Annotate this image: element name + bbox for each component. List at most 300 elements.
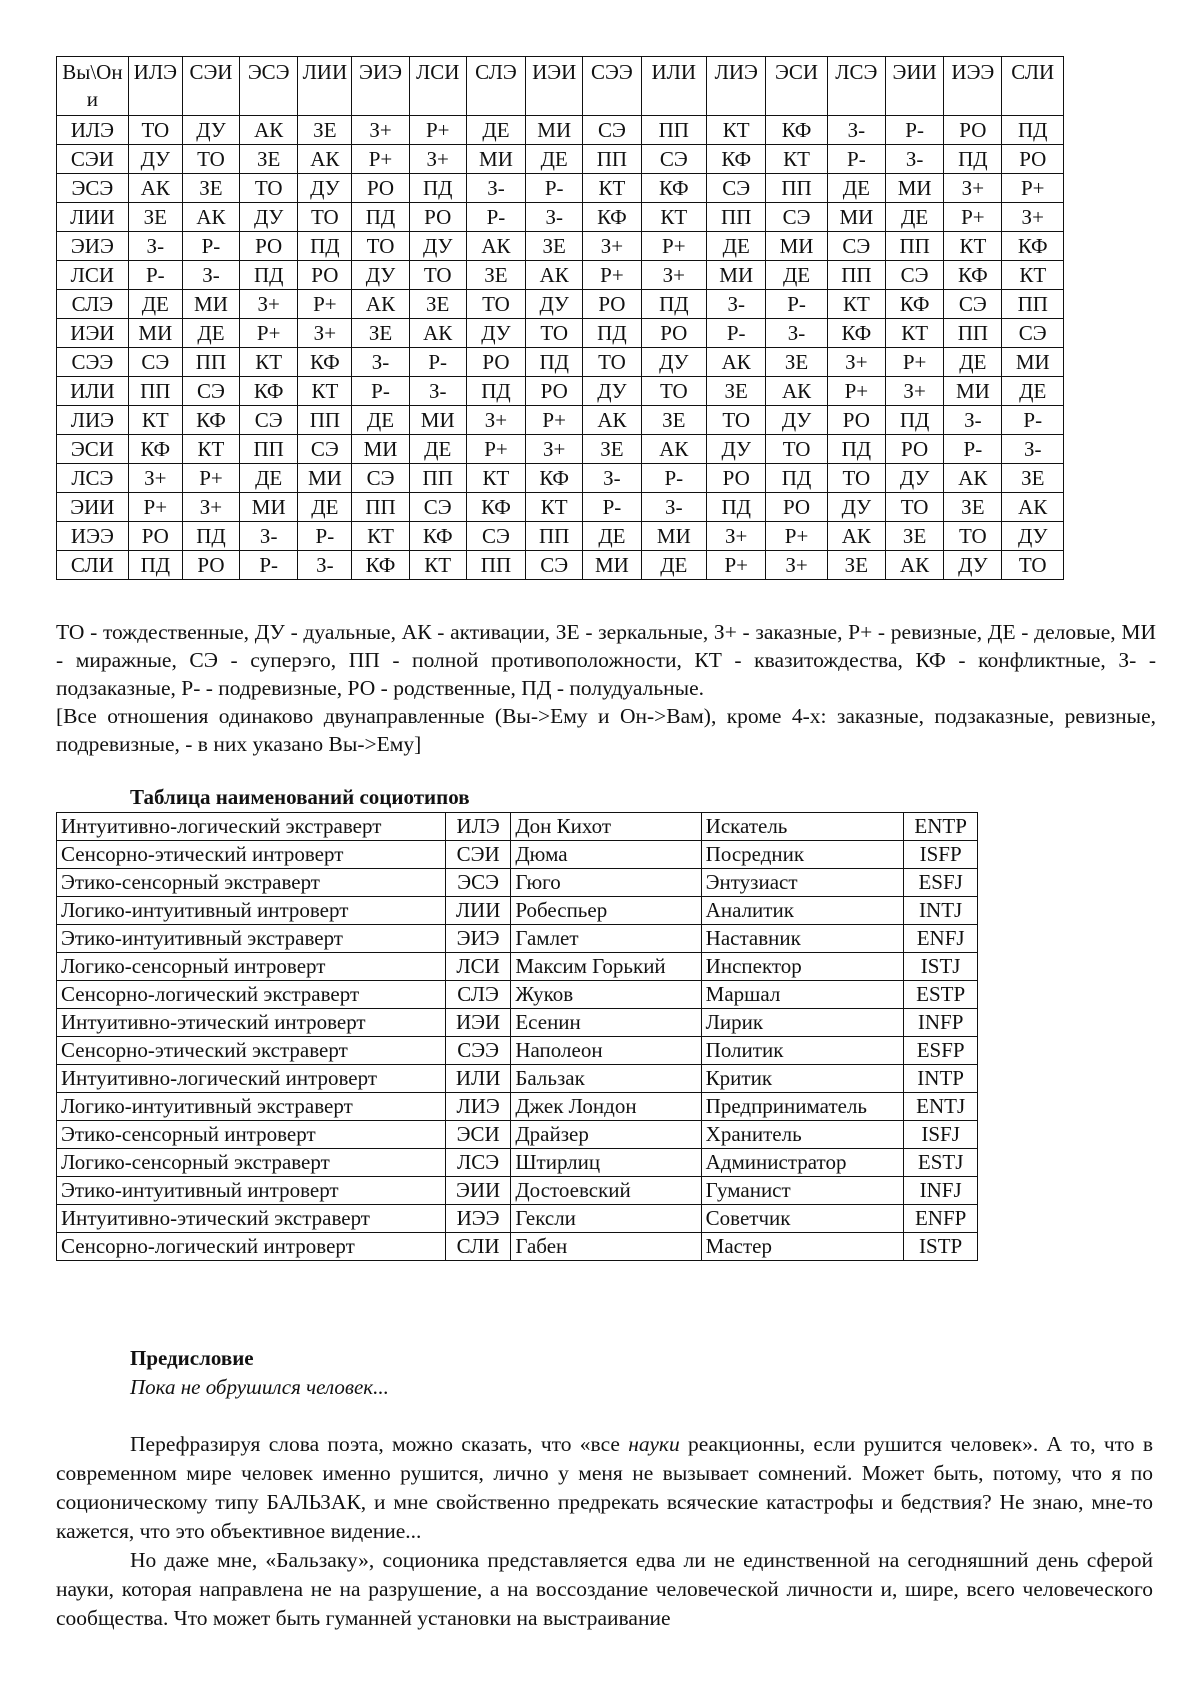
column-header-cell: ЛСИ <box>409 57 466 116</box>
relation-cell: З+ <box>352 116 409 145</box>
role-cell: Искатель <box>701 813 904 841</box>
relation-cell: Р- <box>240 551 298 580</box>
relation-cell: З+ <box>827 348 885 377</box>
relation-cell: ПП <box>641 116 707 145</box>
abbr-cell: ЭИИ <box>445 1177 510 1205</box>
relation-cell: Р- <box>944 435 1002 464</box>
relation-cell: З- <box>766 319 827 348</box>
type-name-cell: Интуитивно-этический интроверт <box>57 1009 446 1037</box>
relation-cell: МИ <box>641 522 707 551</box>
column-header-cell: ИЭИ <box>526 57 583 116</box>
sociotype-row <box>57 981 978 1009</box>
role-cell: Аналитик <box>701 897 904 925</box>
relation-cell: З+ <box>766 551 827 580</box>
type-name-cell: Сенсорно-логический экстраверт <box>57 981 446 1009</box>
relation-cell: МИ <box>583 551 641 580</box>
relation-cell: Р- <box>526 174 583 203</box>
row-header-cell: ЭИЭ <box>57 232 129 261</box>
row-header-cell: ЭСИ <box>57 435 129 464</box>
relation-cell: ПД <box>298 232 352 261</box>
relation-cell: ПД <box>827 435 885 464</box>
relation-cell: ПД <box>128 551 182 580</box>
column-header-cell: СЭЭ <box>583 57 641 116</box>
names-table-title: Таблица наименований социотипов <box>130 785 470 809</box>
type-name-cell: Сенсорно-этический интроверт <box>57 841 446 869</box>
relation-cell: Р+ <box>641 232 707 261</box>
relations-row <box>57 203 1064 232</box>
relation-cell: Р+ <box>298 290 352 319</box>
legend-note: [Все отношения одинаково двунаправленные (Вы->Ему и Он->Вам), кроме 4-х: заказные, подзаказные, ревизные, подревизные, - в них указано Вы->Ему] <box>56 704 1156 756</box>
relation-cell: РО <box>466 348 525 377</box>
relation-cell: МИ <box>707 261 766 290</box>
famous-name-cell: Наполеон <box>511 1037 701 1065</box>
relation-cell: З+ <box>885 377 943 406</box>
relation-cell: ПД <box>944 145 1002 174</box>
relation-cell: РО <box>128 522 182 551</box>
relation-cell: РО <box>944 116 1002 145</box>
relation-cell: РО <box>182 551 239 580</box>
column-header-cell: СЛИ <box>1002 57 1064 116</box>
abbr-cell: СЛИ <box>445 1233 510 1261</box>
role-cell: Энтузиаст <box>701 869 904 897</box>
relation-cell: Р+ <box>827 377 885 406</box>
relation-cell: ПП <box>766 174 827 203</box>
relation-cell: КТ <box>827 290 885 319</box>
relations-row <box>57 522 1064 551</box>
relation-cell: СЭ <box>240 406 298 435</box>
relation-cell: АК <box>944 464 1002 493</box>
relation-cell: ТО <box>583 348 641 377</box>
type-name-cell: Логико-сенсорный интроверт <box>57 953 446 981</box>
relation-cell: КФ <box>707 145 766 174</box>
relation-cell: З- <box>352 348 409 377</box>
relation-cell: МИ <box>944 377 1002 406</box>
relation-cell: СЭ <box>298 435 352 464</box>
relation-cell: КТ <box>1002 261 1064 290</box>
relation-cell: СЭ <box>766 203 827 232</box>
relation-cell: З+ <box>182 493 239 522</box>
relation-cell: КТ <box>583 174 641 203</box>
relations-row <box>57 116 1064 145</box>
relation-cell: ЗЕ <box>182 174 239 203</box>
relation-cell: ДЕ <box>182 319 239 348</box>
role-cell: Политик <box>701 1037 904 1065</box>
relation-cell: КФ <box>526 464 583 493</box>
relation-cell: З- <box>885 145 943 174</box>
mbti-cell: ISFP <box>904 841 978 869</box>
relation-cell: Р+ <box>409 116 466 145</box>
role-cell: Хранитель <box>701 1121 904 1149</box>
type-name-cell: Интуитивно-этический экстраверт <box>57 1205 446 1233</box>
column-header-cell: ЭИИ <box>885 57 943 116</box>
relation-cell: ДЕ <box>128 290 182 319</box>
famous-name-cell: Гексли <box>511 1205 701 1233</box>
relation-cell: ДУ <box>182 116 239 145</box>
relation-cell: ЗЕ <box>128 203 182 232</box>
relation-cell: КФ <box>944 261 1002 290</box>
relation-cell: ДЕ <box>1002 377 1064 406</box>
relation-cell: З- <box>944 406 1002 435</box>
relation-cell: ЗЕ <box>466 261 525 290</box>
relation-cell: СЭ <box>641 145 707 174</box>
relation-cell: Р- <box>583 493 641 522</box>
relation-cell: КТ <box>182 435 239 464</box>
famous-name-cell: Штирлиц <box>511 1149 701 1177</box>
relation-cell: ДУ <box>526 290 583 319</box>
relation-cell: ЗЕ <box>885 522 943 551</box>
relation-cell: ПД <box>182 522 239 551</box>
relation-cell: ТО <box>409 261 466 290</box>
relation-cell: ДЕ <box>641 551 707 580</box>
relation-cell: АК <box>240 116 298 145</box>
famous-name-cell: Гюго <box>511 869 701 897</box>
row-header-cell: ЛСЭ <box>57 464 129 493</box>
abbr-cell: ЛСИ <box>445 953 510 981</box>
relation-cell: СЭ <box>707 174 766 203</box>
relation-cell: АК <box>827 522 885 551</box>
relation-cell: СЭ <box>466 522 525 551</box>
relation-cell: ТО <box>466 290 525 319</box>
column-header-cell: ЛСЭ <box>827 57 885 116</box>
sociotype-row <box>57 1205 978 1233</box>
column-header-cell: ИЭЭ <box>944 57 1002 116</box>
relation-cell: КФ <box>240 377 298 406</box>
type-name-cell: Логико-интуитивный интроверт <box>57 897 446 925</box>
relation-cell: СЭ <box>128 348 182 377</box>
relation-cell: ЗЕ <box>240 145 298 174</box>
relation-cell: З+ <box>298 319 352 348</box>
relation-cell: ТО <box>240 174 298 203</box>
relation-cell: ТО <box>1002 551 1064 580</box>
relation-cell: РО <box>641 319 707 348</box>
relation-cell: ПП <box>466 551 525 580</box>
abbr-cell: ИЭЭ <box>445 1205 510 1233</box>
mbti-cell: INTJ <box>904 897 978 925</box>
relation-cell: АК <box>466 232 525 261</box>
relation-cell: ПП <box>128 377 182 406</box>
relation-cell: Р- <box>352 377 409 406</box>
relation-cell: Р+ <box>707 551 766 580</box>
relation-cell: ПП <box>298 406 352 435</box>
relation-cell: КФ <box>766 116 827 145</box>
relation-cell: Р+ <box>1002 174 1064 203</box>
relation-cell: З- <box>707 290 766 319</box>
role-cell: Маршал <box>701 981 904 1009</box>
relations-row <box>57 406 1064 435</box>
relation-cell: ДУ <box>766 406 827 435</box>
column-header-cell: ЭИЭ <box>352 57 409 116</box>
row-header-cell: СЭИ <box>57 145 129 174</box>
relations-table <box>56 56 1064 580</box>
relation-cell: МИ <box>298 464 352 493</box>
abbr-cell: ЭСЭ <box>445 869 510 897</box>
relation-cell: З- <box>641 493 707 522</box>
relation-cell: З+ <box>583 232 641 261</box>
relation-cell: МИ <box>182 290 239 319</box>
abbr-cell: СЭЭ <box>445 1037 510 1065</box>
relation-cell: ПП <box>1002 290 1064 319</box>
famous-name-cell: Гамлет <box>511 925 701 953</box>
famous-name-cell: Дюма <box>511 841 701 869</box>
type-name-cell: Этико-интуитивный интроверт <box>57 1177 446 1205</box>
relation-cell: ДЕ <box>827 174 885 203</box>
relation-cell: ДЕ <box>766 261 827 290</box>
relation-cell: ПП <box>182 348 239 377</box>
mbti-cell: ESFP <box>904 1037 978 1065</box>
relation-cell: ДУ <box>352 261 409 290</box>
famous-name-cell: Робеспьер <box>511 897 701 925</box>
mbti-cell: INTP <box>904 1065 978 1093</box>
relation-cell: Р+ <box>128 493 182 522</box>
role-cell: Советчик <box>701 1205 904 1233</box>
type-name-cell: Интуитивно-логический экстраверт <box>57 813 446 841</box>
relations-row <box>57 319 1064 348</box>
relation-cell: ДУ <box>885 464 943 493</box>
relation-cell: АК <box>526 261 583 290</box>
relation-cell: З+ <box>641 261 707 290</box>
role-cell: Администратор <box>701 1149 904 1177</box>
relation-cell: РО <box>298 261 352 290</box>
sociotype-row <box>57 813 978 841</box>
relation-cell: КТ <box>240 348 298 377</box>
relation-cell: КФ <box>827 319 885 348</box>
sociotype-row <box>57 869 978 897</box>
relation-cell: МИ <box>466 145 525 174</box>
relation-cell: Р- <box>885 116 943 145</box>
relation-cell: ТО <box>641 377 707 406</box>
relation-cell: ДЕ <box>466 116 525 145</box>
relation-cell: ПД <box>240 261 298 290</box>
relations-row <box>57 261 1064 290</box>
relation-cell: ЗЕ <box>352 319 409 348</box>
relation-cell: Р+ <box>466 435 525 464</box>
relation-cell: ТО <box>182 145 239 174</box>
relation-cell: ПП <box>827 261 885 290</box>
mbti-cell: ISFJ <box>904 1121 978 1149</box>
relation-cell: КТ <box>707 116 766 145</box>
relation-cell: Р+ <box>526 406 583 435</box>
sociotype-row <box>57 1093 978 1121</box>
relation-cell: З- <box>128 232 182 261</box>
relation-cell: З- <box>240 522 298 551</box>
relation-cell: ПП <box>240 435 298 464</box>
relation-cell: ЗЕ <box>944 493 1002 522</box>
relation-cell: СЭ <box>944 290 1002 319</box>
relations-legend <box>56 618 1156 758</box>
row-header-cell: ЛИИ <box>57 203 129 232</box>
type-name-cell: Этико-сенсорный экстраверт <box>57 869 446 897</box>
relation-cell: З- <box>466 174 525 203</box>
relation-cell: З- <box>409 377 466 406</box>
relation-cell: КФ <box>885 290 943 319</box>
type-name-cell: Интуитивно-логический интроверт <box>57 1065 446 1093</box>
mbti-cell: INFJ <box>904 1177 978 1205</box>
relation-cell: З+ <box>409 145 466 174</box>
relation-cell: З- <box>298 551 352 580</box>
relation-cell: ПП <box>409 464 466 493</box>
relation-cell: ДЕ <box>409 435 466 464</box>
relation-cell: КТ <box>466 464 525 493</box>
relation-cell: ДЕ <box>298 493 352 522</box>
relation-cell: Р- <box>766 290 827 319</box>
mbti-cell: ENTP <box>904 813 978 841</box>
famous-name-cell: Жуков <box>511 981 701 1009</box>
row-header-cell: ИЭЭ <box>57 522 129 551</box>
relation-cell: ПД <box>409 174 466 203</box>
relation-cell: З+ <box>128 464 182 493</box>
relation-cell: КФ <box>466 493 525 522</box>
relations-row <box>57 551 1064 580</box>
abbr-cell: СЭИ <box>445 841 510 869</box>
row-header-cell: ЭСЭ <box>57 174 129 203</box>
abbr-cell: ИЛЭ <box>445 813 510 841</box>
relation-cell: АК <box>298 145 352 174</box>
relation-cell: ЗЕ <box>707 377 766 406</box>
relation-cell: ПП <box>707 203 766 232</box>
role-cell: Мастер <box>701 1233 904 1261</box>
mbti-cell: ESTP <box>904 981 978 1009</box>
famous-name-cell: Джек Лондон <box>511 1093 701 1121</box>
relation-cell: РО <box>352 174 409 203</box>
relation-cell: ДЕ <box>944 348 1002 377</box>
column-header-cell: СЛЭ <box>466 57 525 116</box>
relation-cell: СЭ <box>885 261 943 290</box>
preface-title: Предисловие <box>130 1346 254 1370</box>
relation-cell: СЭ <box>352 464 409 493</box>
relation-cell: Р- <box>409 348 466 377</box>
column-header-cell: ИЛЭ <box>128 57 182 116</box>
relation-cell: КТ <box>944 232 1002 261</box>
abbr-cell: ИЛИ <box>445 1065 510 1093</box>
mbti-cell: ENTJ <box>904 1093 978 1121</box>
relation-cell: Р+ <box>240 319 298 348</box>
relation-cell: ДЕ <box>240 464 298 493</box>
relation-cell: ПД <box>885 406 943 435</box>
relation-cell: МИ <box>827 203 885 232</box>
row-header-cell: СЛЭ <box>57 290 129 319</box>
preface-paragraph-2: Но даже мне, «Бальзаку», соционика представляется едва ли не единственной на сегодняшний день сферой науки, которая направлена не на разрушение, а на воссоздание человеческой личности и, шире, всего человеческого сообщества. Что может быть гуманней установки на выстраивание <box>56 1548 1153 1630</box>
sociotype-row <box>57 1149 978 1177</box>
row-header-cell: ЛСИ <box>57 261 129 290</box>
relation-cell: ПП <box>526 522 583 551</box>
relation-cell: З+ <box>707 522 766 551</box>
abbr-cell: ЛСЭ <box>445 1149 510 1177</box>
relation-cell: ПД <box>707 493 766 522</box>
role-cell: Критик <box>701 1065 904 1093</box>
relation-cell: РО <box>240 232 298 261</box>
preface-paragraph-1: Перефразируя слова поэта, можно сказать, что «все науки реакционны, если рушится человек». А то, что в современном мире человек именно рушится, лично у меня не вызывает сомнений. Может быть, потому, что я по соционическому типу БАЛЬЗАК, и мне свойственно предрекать всяческие катастрофы и бедствия? Не знаю, мне-то кажется, что это объективное видение... <box>56 1432 1153 1543</box>
relation-cell: КФ <box>298 348 352 377</box>
relation-cell: ЗЕ <box>1002 464 1064 493</box>
relation-cell: ДЕ <box>885 203 943 232</box>
column-header-cell: ЛИИ <box>298 57 352 116</box>
row-header-cell: ЭИИ <box>57 493 129 522</box>
sociotype-row <box>57 1065 978 1093</box>
relation-cell: КТ <box>352 522 409 551</box>
type-name-cell: Логико-сенсорный экстраверт <box>57 1149 446 1177</box>
relation-cell: РО <box>409 203 466 232</box>
sociotype-row <box>57 925 978 953</box>
relation-cell: АК <box>583 406 641 435</box>
relation-cell: КФ <box>1002 232 1064 261</box>
relation-cell: СЭ <box>182 377 239 406</box>
relation-cell: ТО <box>885 493 943 522</box>
relation-cell: З- <box>827 116 885 145</box>
type-name-cell: Сенсорно-этический экстраверт <box>57 1037 446 1065</box>
relation-cell: МИ <box>526 116 583 145</box>
relation-cell: СЭ <box>409 493 466 522</box>
relation-cell: З- <box>1002 435 1064 464</box>
relation-cell: ПП <box>583 145 641 174</box>
column-header-cell: ЭСЭ <box>240 57 298 116</box>
type-name-cell: Сенсорно-логический интроверт <box>57 1233 446 1261</box>
relation-cell: ЗЕ <box>583 435 641 464</box>
relation-cell: Р- <box>707 319 766 348</box>
famous-name-cell: Максим Горький <box>511 953 701 981</box>
relation-cell: АК <box>766 377 827 406</box>
relation-cell: ДЕ <box>583 522 641 551</box>
relation-cell: ДУ <box>240 203 298 232</box>
relation-cell: ДУ <box>298 174 352 203</box>
sociotype-row <box>57 953 978 981</box>
relation-cell: З+ <box>1002 203 1064 232</box>
relation-cell: МИ <box>1002 348 1064 377</box>
relation-cell: АК <box>707 348 766 377</box>
famous-name-cell: Есенин <box>511 1009 701 1037</box>
relation-cell: З+ <box>466 406 525 435</box>
abbr-cell: ИЭИ <box>445 1009 510 1037</box>
relation-cell: РО <box>885 435 943 464</box>
relation-cell: Р- <box>1002 406 1064 435</box>
relation-cell: ТО <box>526 319 583 348</box>
relation-cell: Р- <box>128 261 182 290</box>
relation-cell: АК <box>885 551 943 580</box>
relation-cell: З+ <box>526 435 583 464</box>
relations-row <box>57 290 1064 319</box>
relation-cell: ПП <box>944 319 1002 348</box>
relation-cell: З- <box>182 261 239 290</box>
mbti-cell: ISTJ <box>904 953 978 981</box>
abbr-cell: СЛЭ <box>445 981 510 1009</box>
type-name-cell: Этико-сенсорный интроверт <box>57 1121 446 1149</box>
relations-header-row <box>57 57 1064 116</box>
relation-cell: ДУ <box>707 435 766 464</box>
relation-cell: Р+ <box>944 203 1002 232</box>
relation-cell: ДУ <box>466 319 525 348</box>
role-cell: Посредник <box>701 841 904 869</box>
relation-cell: ПД <box>583 319 641 348</box>
relations-row <box>57 145 1064 174</box>
relation-cell: Р- <box>466 203 525 232</box>
relation-cell: КТ <box>641 203 707 232</box>
relation-cell: ТО <box>707 406 766 435</box>
abbr-cell: ЛИИ <box>445 897 510 925</box>
relation-cell: КТ <box>766 145 827 174</box>
sociotype-row <box>57 1233 978 1261</box>
relation-cell: ДУ <box>827 493 885 522</box>
role-cell: Гуманист <box>701 1177 904 1205</box>
relation-cell: КФ <box>352 551 409 580</box>
row-header-cell: ЛИЭ <box>57 406 129 435</box>
relation-cell: ПД <box>641 290 707 319</box>
row-header-cell: СЭЭ <box>57 348 129 377</box>
relations-row <box>57 232 1064 261</box>
relation-cell: МИ <box>352 435 409 464</box>
corner-header-cell: Вы\Они <box>57 57 129 116</box>
relation-cell: ДУ <box>1002 522 1064 551</box>
famous-name-cell: Габен <box>511 1233 701 1261</box>
relations-row <box>57 464 1064 493</box>
